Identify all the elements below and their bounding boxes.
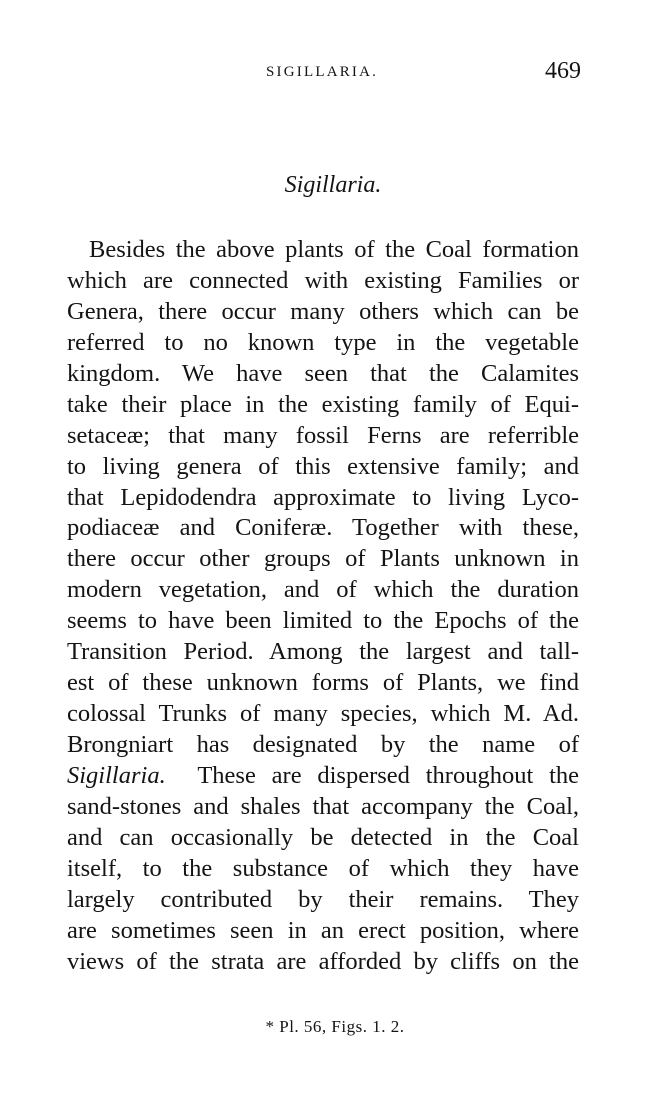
text-line: Brongniart has designated by the name of (67, 731, 579, 758)
text-line: views of the strata are afforded by cliffs on the (67, 947, 579, 975)
text-line: take their place in the existing family of Equi- (67, 390, 579, 418)
page-number: 469 (545, 58, 581, 84)
text-line-remainder: These are dispersed throughout the (197, 761, 579, 789)
running-head: SIGILLARIA. (266, 64, 379, 80)
text-line: Genera, there occur many others which can be (67, 297, 579, 325)
text-line: itself, to the substance of which they have (67, 854, 579, 882)
text-line: are sometimes seen in an erect position, where (67, 916, 579, 944)
text-line: to living genera of this extensive family; and (67, 452, 579, 480)
body-paragraph (67, 235, 579, 978)
italic-term: Sigillaria. (67, 761, 166, 789)
text-line: colossal Trunks of many species, which M. Ad. (67, 700, 579, 728)
section-title: Sigillaria. (284, 172, 382, 198)
text-line: Transition Period. Among the largest and tall- (67, 638, 579, 666)
page-header (0, 58, 656, 92)
text-line: seems to have been limited to the Epochs of the (67, 607, 579, 635)
text-line: sand-stones and shales that accompany the Coal, (67, 792, 579, 820)
text-line: podiaceæ and Coniferæ. Together with these, (67, 514, 579, 542)
text-line: and can occasionally be detected in the Coal (67, 823, 579, 851)
text-line: setaceæ; that many fossil Ferns are referrible (67, 421, 579, 449)
text-line: that Lepidodendra approximate to living Lyco- (67, 483, 579, 511)
text-line: which are connected with existing Families or (67, 266, 579, 294)
text-line: referred to no known type in the vegetable (67, 328, 579, 356)
text-line: kingdom. We have seen that the Calamites (67, 359, 579, 387)
text-line: Besides the above plants of the Coal formation (89, 236, 579, 263)
text-line-with-italic (67, 761, 579, 792)
text-line: est of these unknown forms of Plants, we find (67, 669, 579, 697)
text-line: modern vegetation, and of which the duration (67, 576, 579, 604)
text-line: there occur other groups of Plants unknown in (67, 545, 579, 573)
footnote: * Pl. 56, Figs. 1. 2. (265, 1017, 405, 1036)
text-line: largely contributed by their remains. They (67, 885, 579, 913)
